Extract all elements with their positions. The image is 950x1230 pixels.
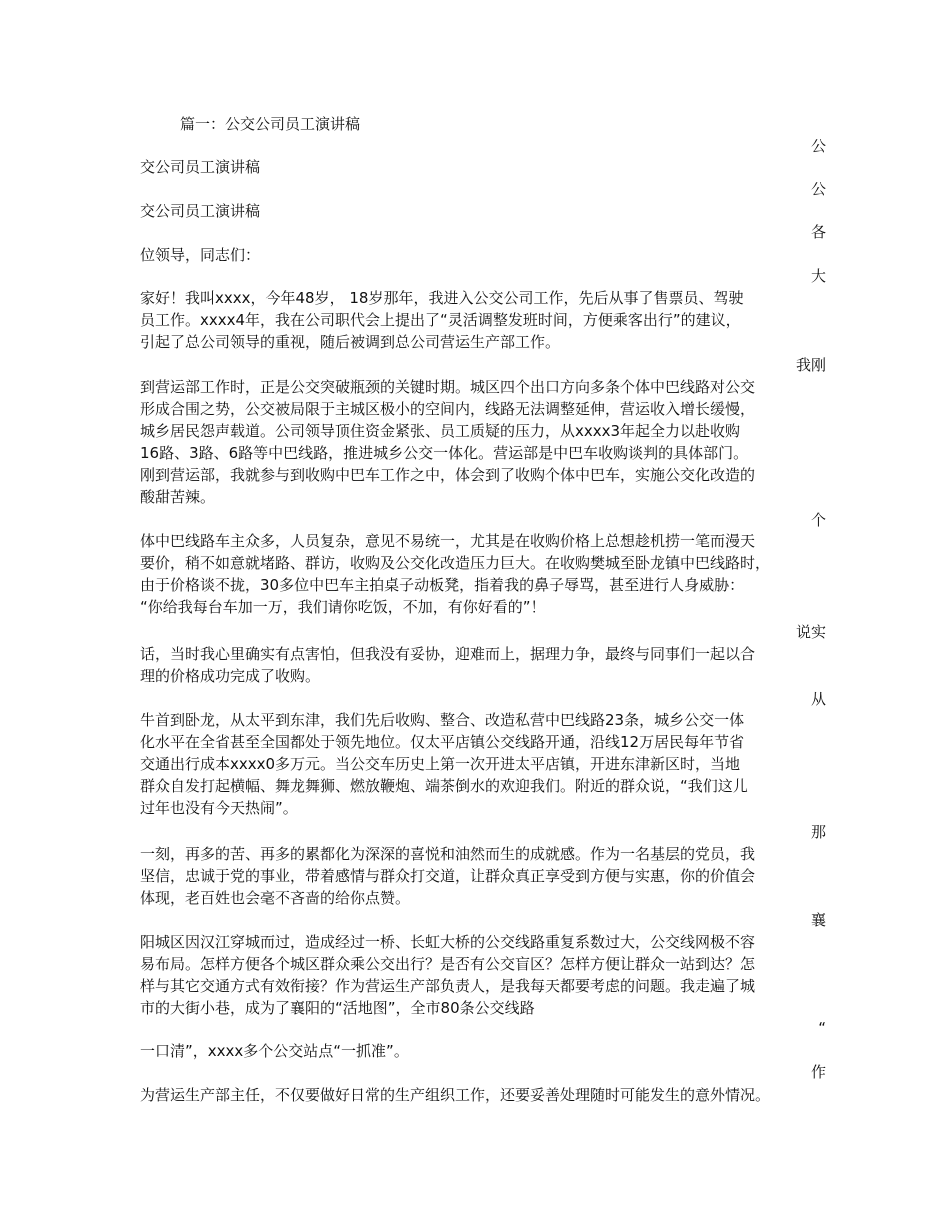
document-heading: 篇一：公交公司员工演讲稿 xyxy=(180,115,361,133)
paragraph-5: 到营运部工作时，正是公交突破瓶颈的关键时期。城区四个出口方向多条个体中巴线路对公交 形成合围之势，公交被局限于主城区极小的空间内，线路无法调整延伸，营运收入增长缓慢， 城乡居民怨声载道。公司领导顶住资金紧张、员工质疑的压力，从xxxx3年起全力以赴收购 16路、3路、6路等中巴线路，推进城乡公交一体化。营运部是中巴车收购谈判的具体部门。 刚到营运部，我就参与到收购中巴车工作之中，体会到了收购个体中巴车，实施公交化改造的 酸甜苦辣。 xyxy=(140,378,756,506)
line-head-8: 从 xyxy=(810,690,826,708)
line-head-4: 大 xyxy=(810,267,826,285)
paragraph-8: 牛首到卧龙，从太平到东津，我们先后收购、整合、改造私营中巴线路23条，城乡公交一体 化水平在全省甚至全国都处于领先地位。仅太平店镇公交线路开通，沿线12万居民每年节省 交通出行成本xxxx0多万元。当公交车历史上第一次开进太平店镇，开进东津新区时，当地 群众自发打起横幅、舞龙舞狮、燃放鞭炮、端茶倒水的欢迎我们。附近的群众说，“我们这儿 过年也没有今天热闹”。 xyxy=(140,711,748,817)
line-head-10: 襄 xyxy=(810,911,826,929)
paragraph-11: 一口清”，xxxx多个公交站点“一抓准”。 xyxy=(140,1042,409,1060)
paragraph-3: 位领导，同志们： xyxy=(140,246,261,264)
paragraph-2: 交公司员工演讲稿 xyxy=(140,202,261,220)
paragraph-4: 家好！我叫xxxx，今年48岁， 18岁那年，我进入公交公司工作，先后从事了售票员、驾驶 员工作。xxxx4年，我在公司职代会上提出了“灵活调整发班时间，方便乘客出行”的建议， 引起了总公司领导的重视，随后被调到总公司营运生产部工作。 xyxy=(140,289,744,351)
paragraph-1: 交公司员工演讲稿 xyxy=(140,158,261,176)
line-head-9: 那 xyxy=(810,823,826,841)
line-head-3: 各 xyxy=(810,223,826,241)
line-head-7: 说实 xyxy=(795,623,826,641)
line-head-11: “ xyxy=(818,1019,826,1037)
paragraph-12: 为营运生产部主任，不仅要做好日常的生产组织工作，还要妥善处理随时可能发生的意外情况。 xyxy=(140,1086,771,1104)
paragraph-9: 一刻，再多的苦、再多的累都化为深深的喜悦和油然而生的成就感。作为一名基层的党员，我 坚信，忠诚于党的事业，带着感情与群众打交道，让群众真正享受到方便与实惠，你的价值会 体现，老百姓也会毫不吝啬的给你点赞。 xyxy=(140,845,756,907)
paragraph-6: 体中巴线路车主众多，人员复杂，意见不易统一，尤其是在收购价格上总想趁机捞一笔而漫天 要价，稍不如意就堵路、群访，收购及公交化改造压力巨大。在收购樊城至卧龙镇中巴线路时， 由于价格谈不拢，30多位中巴车主拍桌子动板凳，指着我的鼻子辱骂，甚至进行人身威胁： “你给我每台车加一万，我们请你吃饭，不加，有你好看的”！ xyxy=(140,532,771,616)
line-head-5: 我刚 xyxy=(795,356,826,374)
line-head-2: 公 xyxy=(810,180,826,198)
line-head-12: 作 xyxy=(810,1063,826,1081)
line-head-6: 个 xyxy=(810,511,826,529)
paragraph-10: 阳城区因汉江穿城而过，造成经过一桥、长虹大桥的公交线路重复系数过大，公交线网极不容 易布局。怎样方便各个城区群众乘公交出行？是否有公交盲区？怎样方便让群众一站到达？怎 样与其它交通方式有效衔接？作为营运生产部负责人，是我每天都要考虑的问题。我走遍了城 市的大街小巷，成为了襄阳的“活地图”，全市80条公交线路 xyxy=(140,933,756,1017)
paragraph-7: 话，当时我心里确实有点害怕，但我没有妥协，迎难而上，据理力争，最终与同事们一起以合 理的价格成功完成了收购。 xyxy=(140,645,756,685)
line-head-1: 公 xyxy=(810,137,826,155)
